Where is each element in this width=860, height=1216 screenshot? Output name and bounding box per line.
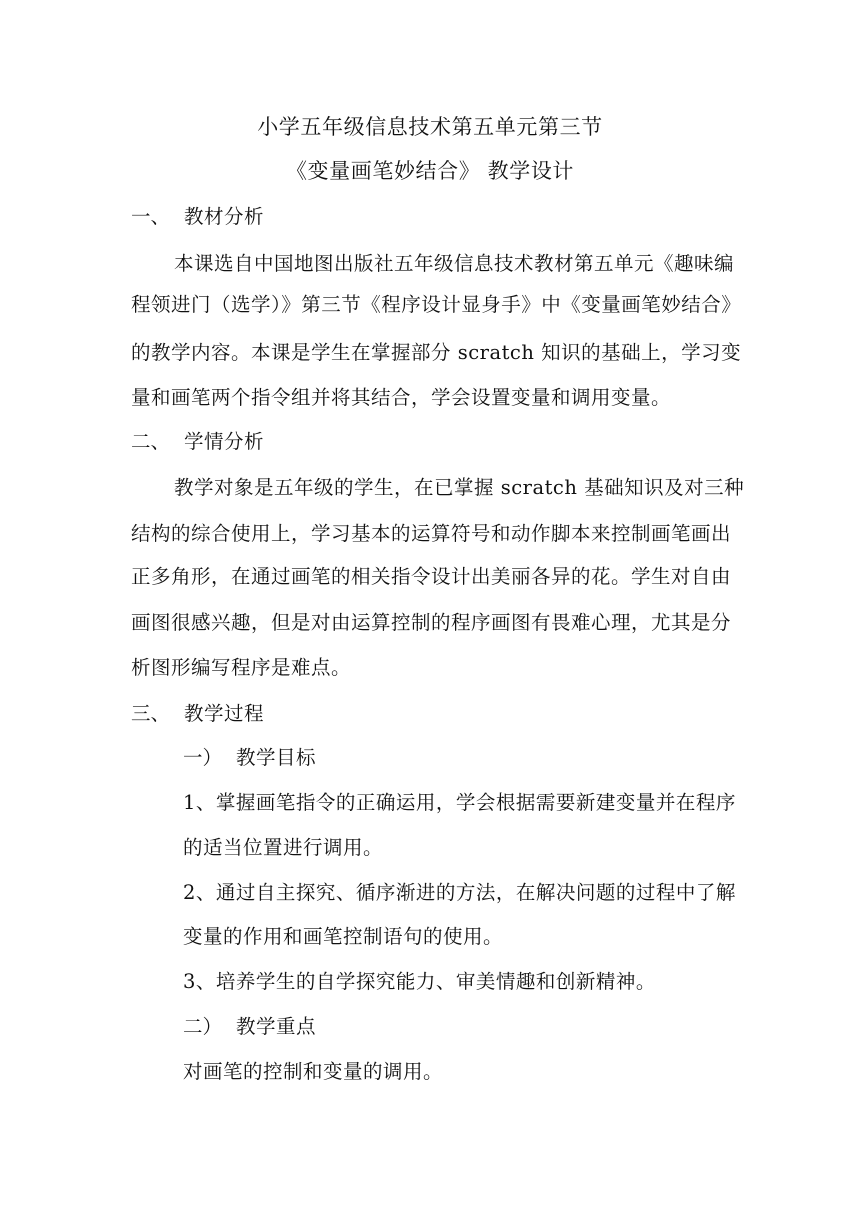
section1-heading: 教材分析 <box>184 205 265 228</box>
subsection1-number: 一） <box>183 746 223 769</box>
section2-line-4: 画图很感兴趣，但是对由运算控制的程序画图有畏难心理，尤其是分 <box>131 611 732 634</box>
section2-number: 二、 <box>131 430 171 453</box>
section2-heading: 学情分析 <box>184 430 265 453</box>
section2-line-5: 析图形编写程序是难点。 <box>131 656 352 679</box>
goal-line-4: 变量的作用和画笔控制语句的使用。 <box>183 925 504 948</box>
section1-line-4: 量和画笔两个指令组并将其结合，学会设置变量和调用变量。 <box>131 386 672 409</box>
goal-line-3: 2、通过自主探究、循序渐进的方法，在解决问题的过程中了解 <box>183 881 736 904</box>
subsection1-heading: 教学目标 <box>236 746 317 769</box>
subsection2-text: 对画笔的控制和变量的调用。 <box>183 1060 444 1083</box>
section1-line-1: 本课选自中国地图出版社五年级信息技术教材第五单元《趣味编 <box>174 252 735 275</box>
section2-line-1: 教学对象是五年级的学生，在已掌握 scratch 基础知识及对三种 <box>174 476 745 499</box>
subsection2-heading: 教学重点 <box>236 1015 317 1038</box>
document-title-line1: 小学五年级信息技术第五单元第三节 <box>257 115 603 139</box>
document-title-line2: 《变量画笔妙结合》 教学设计 <box>285 159 575 183</box>
section3-heading: 教学过程 <box>184 702 265 725</box>
section3-number: 三、 <box>131 702 171 725</box>
section2-line-3: 正多角形，在通过画笔的相关指令设计出美丽各异的花。学生对自由 <box>131 565 732 588</box>
goal-line-2: 的适当位置进行调用。 <box>183 836 384 859</box>
subsection2-number: 二） <box>183 1015 223 1038</box>
section1-line-3: 的教学内容。本课是学生在掌握部分 scratch 知识的基础上，学习变 <box>131 341 742 364</box>
goal-line-5: 3、培养学生的自学探究能力、审美情趣和创新精神。 <box>183 970 656 993</box>
section1-line-2: 程领进门（选学）》第三节《程序设计显身手》中《变量画笔妙结合》 <box>131 293 742 316</box>
section1-number: 一、 <box>131 205 171 228</box>
goal-line-1: 1、掌握画笔指令的正确运用，学会根据需要新建变量并在程序 <box>183 791 736 814</box>
section2-line-2: 结构的综合使用上，学习基本的运算符号和动作脚本来控制画笔画出 <box>131 522 732 545</box>
